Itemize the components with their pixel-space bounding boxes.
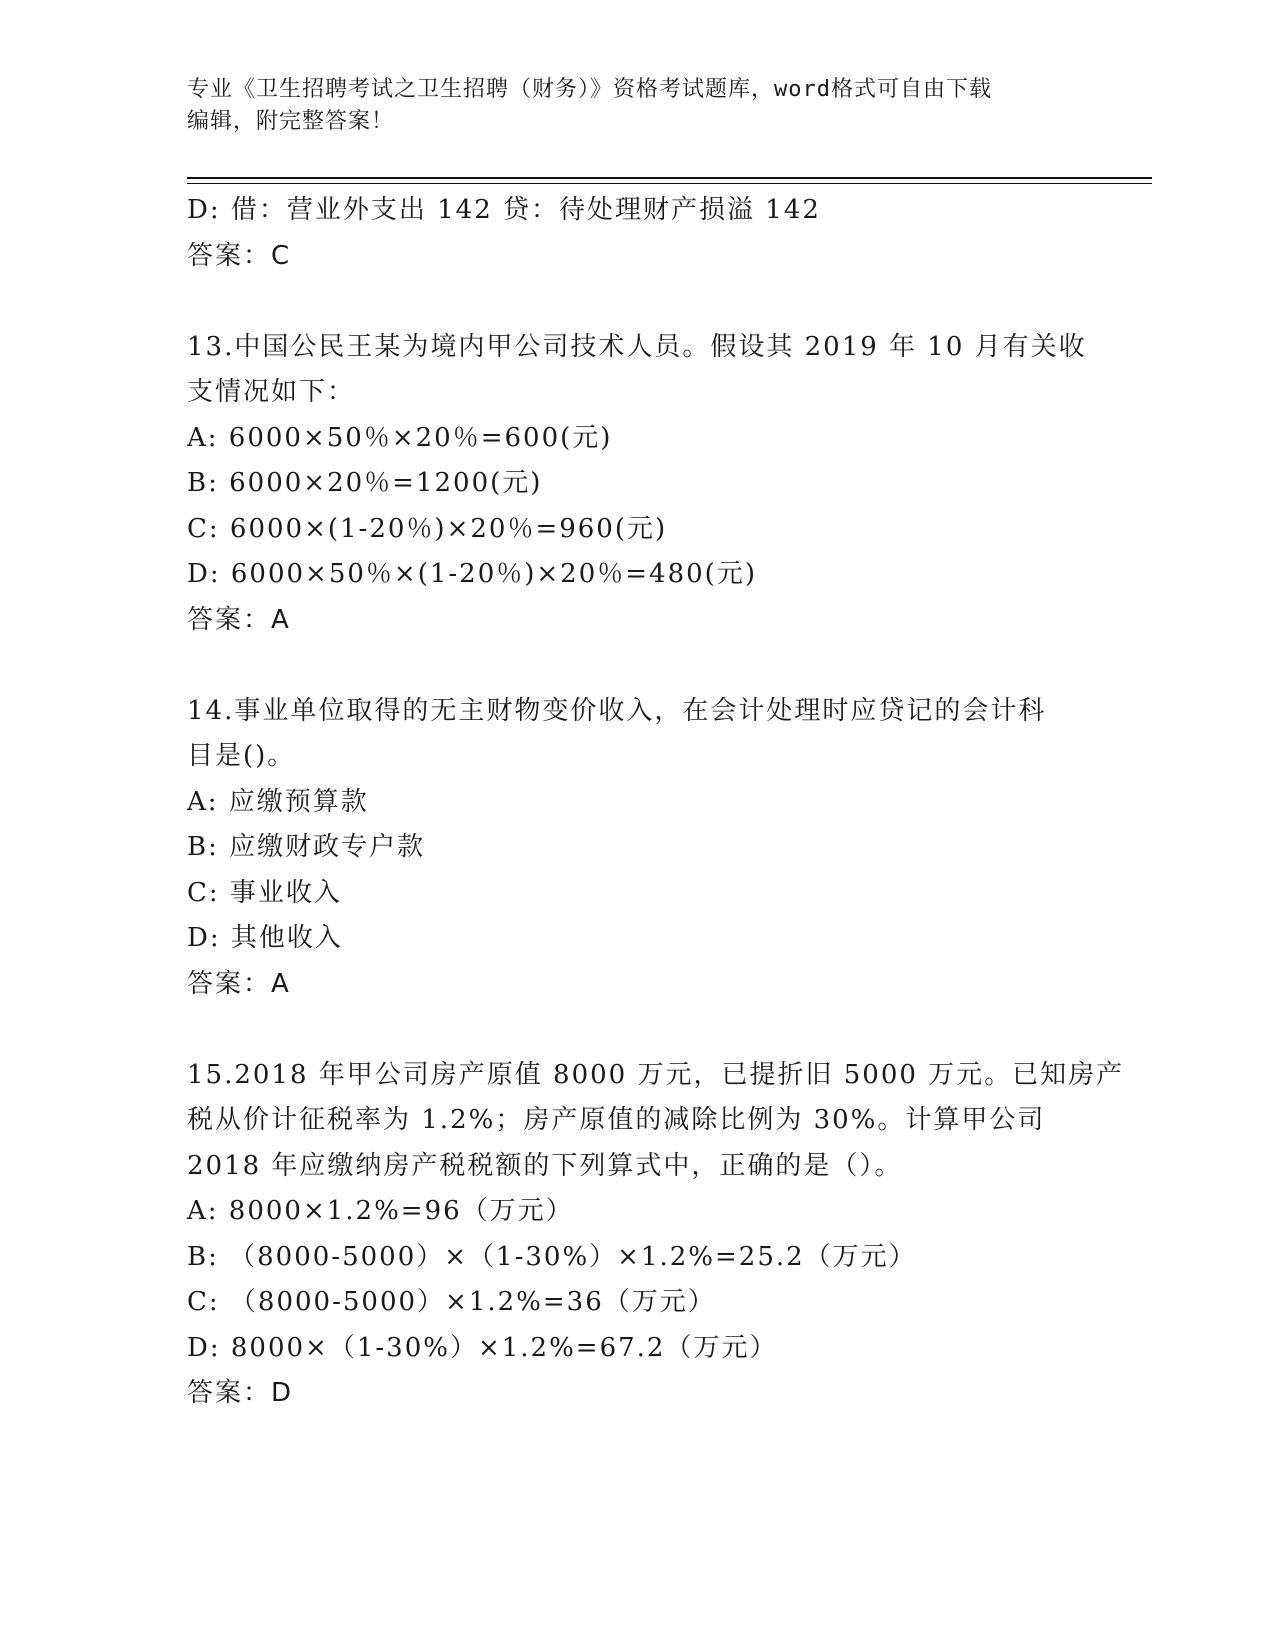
option-a: A: 应缴预算款 <box>187 786 369 817</box>
option-d: D: 6000×50％×(1-20％)×20％=480(元) <box>187 559 757 589</box>
question-stem: 14.事业单位取得的无主财物变价收入，在会计处理时应贷记的会计科 <box>187 695 1047 726</box>
header-divider-thin <box>187 183 1152 184</box>
question-stem: 2018 年应缴纳房产税税额的下列算式中，正确的是（）。 <box>187 1150 903 1181</box>
answer-line: 答案：C <box>187 240 292 271</box>
document-body <box>187 188 1125 1417</box>
question-stem: 税从价计征税率为 1.2%；房产原值的减除比例为 30%。计算甲公司 <box>187 1105 1046 1135</box>
question-14 <box>187 689 1107 1008</box>
section-gap <box>187 279 1107 325</box>
option-d: D: 8000×（1-30%）×1.2%=67.2（万元） <box>187 1332 778 1363</box>
option-d: D: 其他收入 <box>187 923 343 953</box>
header-line-1: 专业《卫生招聘考试之卫生招聘（财务）》资格考试题库，word格式可自由下载 <box>187 77 992 102</box>
answer-line: 答案：D <box>187 1378 294 1408</box>
answer-line: 答案：A <box>187 604 291 635</box>
option-c: C: 事业收入 <box>187 877 342 908</box>
header-divider-thick <box>187 177 1152 179</box>
option-b: B: 应缴财政专户款 <box>187 832 426 862</box>
option-c: C: （8000-5000）×1.2%=36（万元） <box>187 1287 716 1317</box>
option-d: D: 借：营业外支出 142 贷：待处理财产损溢 142 <box>187 195 821 225</box>
option-b: B: 6000×20％=1200(元) <box>187 468 543 498</box>
question-stem: 支情况如下： <box>187 377 356 407</box>
option-a: A: 6000×50％×20％=600(元) <box>187 422 613 453</box>
option-b: B: （8000-5000）×（1-30%）×1.2%=25.2（万元） <box>187 1241 917 1272</box>
question-stem: 13.中国公民王某为境内甲公司技术人员。假设其 2019 年 10 月有关收 <box>187 331 1087 362</box>
option-c: C: 6000×(1-20％)×20％=960(元) <box>187 513 668 544</box>
option-a: A: 8000×1.2%=96（万元） <box>187 1196 574 1226</box>
question-stem: 目是()。 <box>187 741 296 771</box>
answer-line: 答案：A <box>187 968 291 999</box>
document-header <box>187 74 1087 138</box>
question-stem: 15.2018 年甲公司房产原值 8000 万元，已提折旧 5000 万元。已知房产 <box>187 1059 1125 1090</box>
header-line-2: 编辑，附完整答案！ <box>187 109 395 134</box>
section-gap <box>187 1007 1107 1053</box>
section-gap <box>187 643 1107 689</box>
question-13 <box>187 325 1107 644</box>
question-15 <box>187 1053 1125 1417</box>
